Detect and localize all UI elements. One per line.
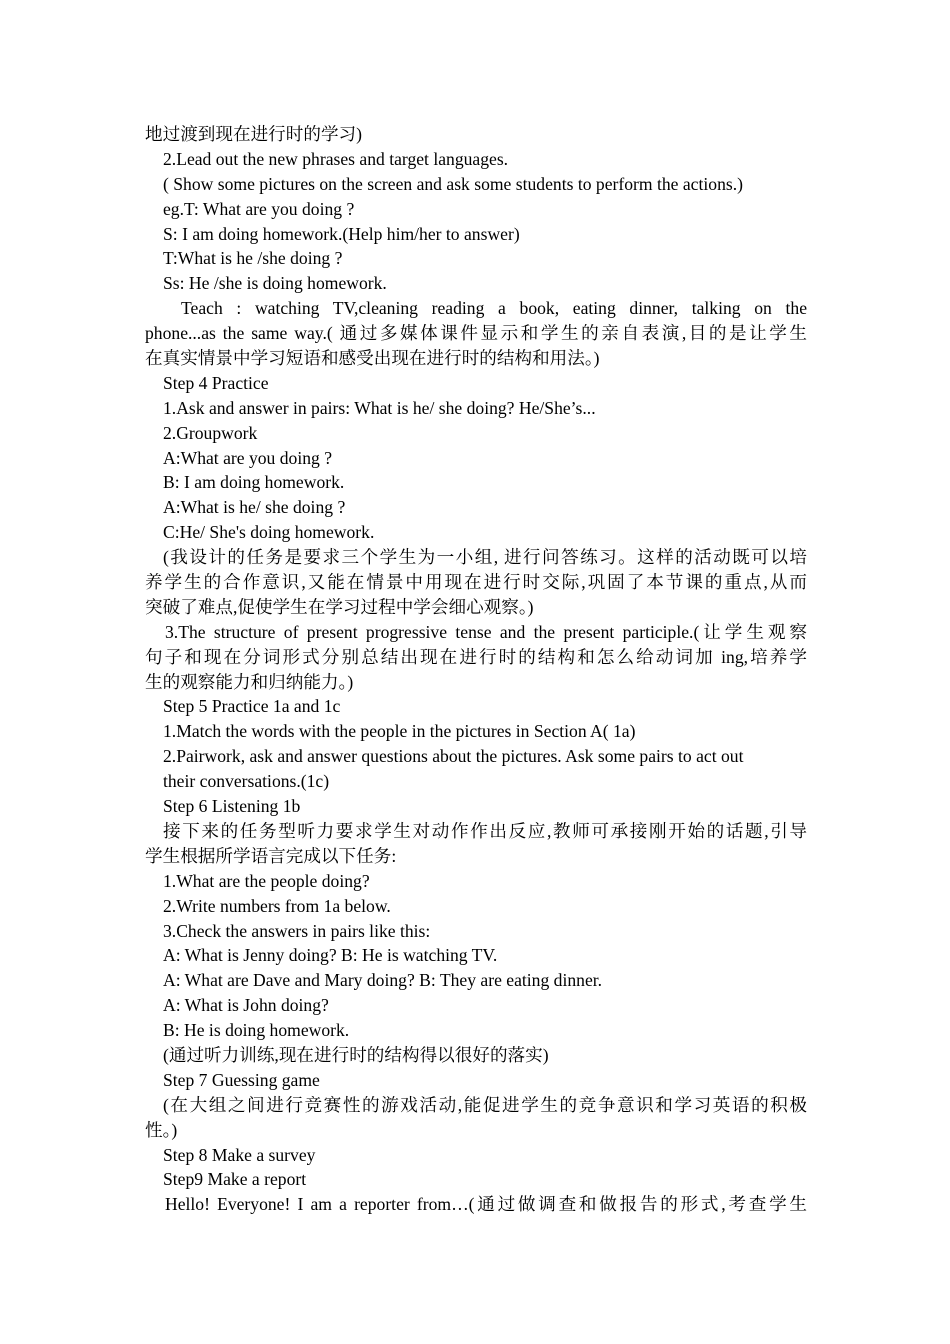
text-line: phone...as the same way.( 通过多媒体课件显示和学生的亲自表演,目的是让学生 <box>145 323 807 344</box>
text-line: 性。) <box>145 1119 178 1140</box>
text-line: 生的观察能力和归纳能力。) <box>145 671 354 692</box>
text-line: 突破了难点,促使学生在学习过程中学会细心观察。) <box>145 596 534 617</box>
text-line: 学生根据所学语言完成以下任务: <box>145 845 397 866</box>
text-line: 在真实情景中学习短语和感受出现在进行时的结构和用法。) <box>145 348 600 369</box>
text-line: 3.The structure of present progressive tense and the present participle.(让学生观察 <box>165 621 807 642</box>
text-line: (我设计的任务是要求三个学生为一小组, 进行问答练习。这样的活动既可以培 <box>163 547 807 568</box>
text-line: A: What is Jenny doing? B: He is watching TV. <box>163 945 498 966</box>
text-line: their conversations.(1c) <box>163 771 330 792</box>
text-line: A: What is John doing? <box>163 995 329 1016</box>
text-line: Hello! Everyone! I am a reporter from…(通过做调查和做报告的形式,考查学生 <box>165 1194 807 1215</box>
text-line: C:He/ She's doing homework. <box>163 522 375 543</box>
text-line: Teach : watching TV,cleaning reading a book, eating dinner, talking on the <box>181 298 807 319</box>
text-line: 2.Lead out the new phrases and target languages. <box>163 148 509 169</box>
text-line: A: What are Dave and Mary doing? B: They are eating dinner. <box>163 970 603 991</box>
text-line: B: He is doing homework. <box>163 1020 350 1041</box>
text-line: 2.Groupwork <box>163 422 258 443</box>
text-line: 2.Pairwork, ask and answer questions about the pictures. Ask some pairs to act out <box>163 746 744 767</box>
text-line: (通过听力训练,现在进行时的结构得以很好的落实) <box>163 1044 549 1065</box>
text-line: 2.Write numbers from 1a below. <box>163 895 391 916</box>
text-line: Step 4 Practice <box>163 372 269 393</box>
text-line: ( Show some pictures on the screen and ask some students to perform the actions.) <box>163 173 743 194</box>
text-line: 养学生的合作意识,又能在情景中用现在进行时交际,巩固了本节课的重点,从而 <box>145 572 807 593</box>
text-line: Step 7 Guessing game <box>163 1069 320 1090</box>
text-line: Step 8 Make a survey <box>163 1144 316 1165</box>
text-line: A:What are you doing ? <box>163 447 333 468</box>
text-line: eg.T: What are you doing ? <box>163 198 355 219</box>
text-line: B: I am doing homework. <box>163 472 345 493</box>
text-line: 1.Match the words with the people in the pictures in Section A( 1a) <box>163 721 636 742</box>
text-line: Step9 Make a report <box>163 1169 307 1190</box>
text-line: Ss: He /she is doing homework. <box>163 273 387 294</box>
text-line: Step 5 Practice 1a and 1c <box>163 696 341 717</box>
text-line: 地过渡到现在进行时的学习) <box>145 124 362 144</box>
text-line: T:What is he /she doing ? <box>163 248 343 269</box>
document-page <box>145 122 807 1217</box>
text-line: 3.Check the answers in pairs like this: <box>163 920 431 941</box>
text-line: 接下来的任务型听力要求学生对动作作出反应,教师可承接刚开始的话题,引导 <box>163 820 807 841</box>
text-line: A:What is he/ she doing ? <box>163 497 346 518</box>
text-line: 句子和现在分词形式分别总结出现在进行时的结构和怎么给动词加 ing,培养学 <box>145 646 807 667</box>
text-line: Step 6 Listening 1b <box>163 796 301 817</box>
text-line: 1.Ask and answer in pairs: What is he/ she doing? He/She’s... <box>163 397 596 418</box>
text-line: (在大组之间进行竞赛性的游戏活动,能促进学生的竞争意识和学习英语的积极 <box>163 1094 807 1115</box>
text-line: 1.What are the people doing? <box>163 870 370 891</box>
text-line: S: I am doing homework.(Help him/her to answer) <box>163 223 520 244</box>
